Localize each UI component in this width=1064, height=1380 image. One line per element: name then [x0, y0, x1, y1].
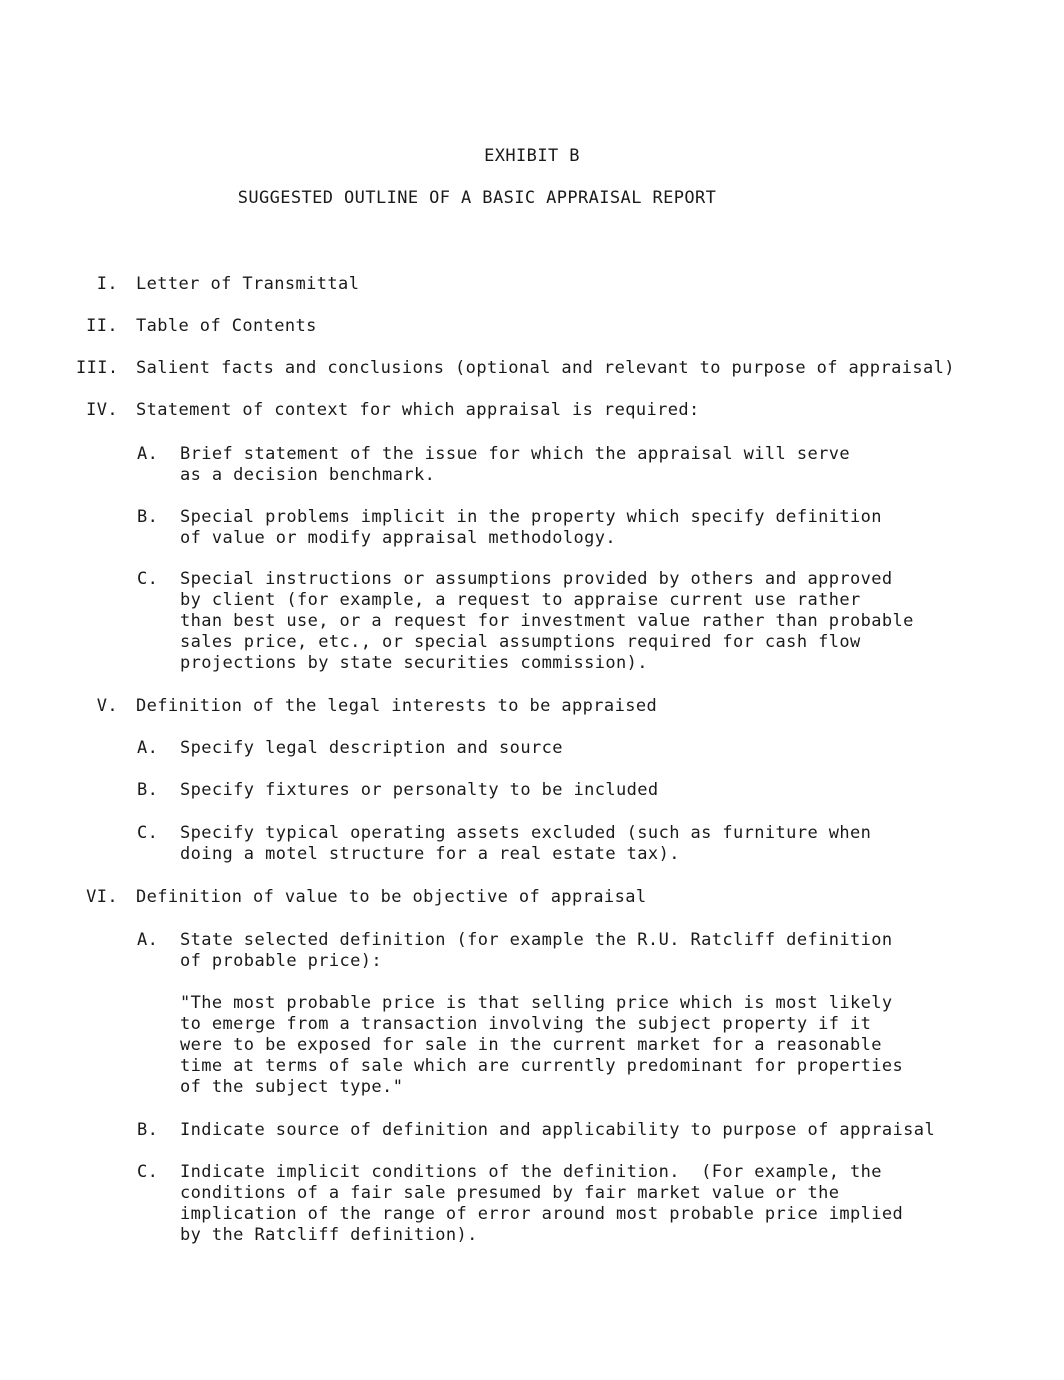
subsection-line: sales price, etc., or special assumptions required for cash flow: [180, 632, 861, 652]
subsection-line: Brief statement of the issue for which the appraisal will serve: [180, 444, 850, 464]
subsection-label: A.: [137, 444, 159, 464]
subsection-line: as a decision benchmark.: [180, 465, 436, 485]
subsection-line: Special problems implicit in the property which specify definition: [180, 507, 882, 527]
quote-line: time at terms of sale which are currently predominant for properties: [180, 1056, 904, 1076]
subsection-line: conditions of a fair sale presumed by fair market value or the: [180, 1183, 840, 1203]
section-number: VI.: [86, 887, 118, 907]
quote-line: "The most probable price is that selling price which is most likely: [180, 993, 893, 1013]
section-heading: Letter of Transmittal: [136, 274, 360, 294]
subsection-line: Specify typical operating assets excluded (such as furniture when: [180, 823, 872, 843]
subsection-line: State selected definition (for example the R.U. Ratcliff definition: [180, 930, 893, 950]
subsection-line: Indicate source of definition and applicability to purpose of appraisal: [180, 1120, 936, 1140]
subsection-label: C.: [137, 1162, 159, 1182]
subsection-line: by client (for example, a request to appraise current use rather: [180, 590, 861, 610]
section-number: III.: [76, 358, 119, 378]
section-number: V.: [96, 696, 118, 716]
subsection-label: C.: [137, 569, 159, 589]
subsection-label: A.: [137, 738, 159, 758]
page-title: SUGGESTED OUTLINE OF A BASIC APPRAISAL REPORT: [237, 188, 717, 208]
subsection-line: implication of the range of error around most probable price implied: [180, 1204, 904, 1224]
quote-line: to emerge from a transaction involving the subject property if it: [180, 1014, 872, 1034]
subsection-line: of value or modify appraisal methodology.: [180, 528, 617, 548]
subsection-line: Specify legal description and source: [180, 738, 563, 758]
subsection-line: Specify fixtures or personalty to be included: [180, 780, 659, 800]
section-heading: Table of Contents: [136, 316, 317, 336]
section-heading: Definition of value to be objective of appraisal: [136, 887, 647, 907]
subsection-label: A.: [137, 930, 159, 950]
section-number: IV.: [86, 400, 118, 420]
quote-line: were to be exposed for sale in the current market for a reasonable: [180, 1035, 882, 1055]
subsection-line: of probable price):: [180, 951, 383, 971]
subsection-line: by the Ratcliff definition).: [180, 1225, 478, 1245]
exhibit-label: EXHIBIT B: [484, 146, 580, 166]
subsection-label: B.: [137, 507, 159, 527]
subsection-label: B.: [137, 1120, 159, 1140]
subsection-line: Indicate implicit conditions of the definition. (For example, the: [180, 1162, 882, 1182]
section-heading: Salient facts and conclusions (optional and relevant to purpose of appraisal): [136, 358, 955, 378]
subsection-line: Special instructions or assumptions provided by others and approved: [180, 569, 893, 589]
quote-line: of the subject type.": [180, 1077, 404, 1097]
subsection-line: projections by state securities commission).: [180, 653, 648, 673]
subsection-label: C.: [137, 823, 159, 843]
section-heading: Statement of context for which appraisal is required:: [136, 400, 700, 420]
subsection-line: doing a motel structure for a real estate tax).: [180, 844, 680, 864]
subsection-label: B.: [137, 780, 159, 800]
section-heading: Definition of the legal interests to be appraised: [136, 696, 658, 716]
subsection-line: than best use, or a request for investment value rather than probable: [180, 611, 914, 631]
section-number: I.: [96, 274, 118, 294]
section-number: II.: [86, 316, 118, 336]
